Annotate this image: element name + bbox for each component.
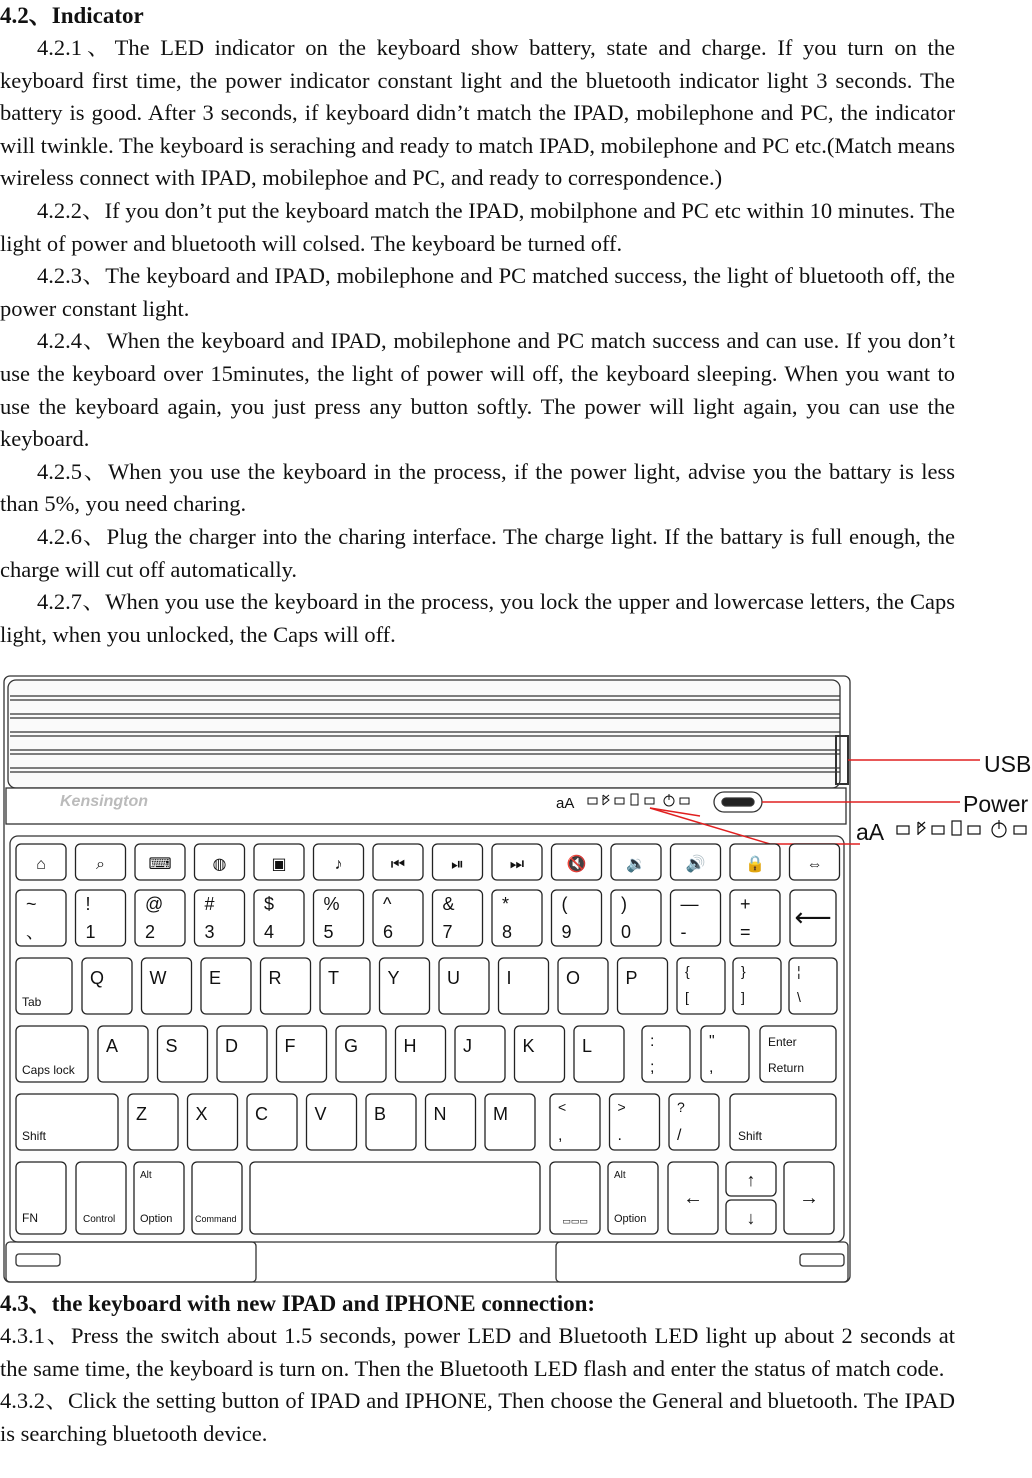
- num-key-8: [492, 890, 542, 946]
- num-key-top-12: +: [740, 894, 751, 914]
- letter-E: E: [209, 968, 222, 988]
- next-track-icon: ⏭: [509, 856, 525, 873]
- para-4-2-6: 4.2.6、Plug the charger into the charing interface. The charge light. If the battary is full enough, the charge will cut off automatically.: [0, 523, 955, 582]
- para-4-2-5: 4.2.5、When you use the keyboard in the process, if the power light, advise you the battary is less than 5%, you need charing.: [0, 458, 955, 517]
- play-pause-icon: ⏯: [451, 856, 464, 873]
- letter-V: V: [314, 1104, 327, 1124]
- keyboard-diagram: [0, 674, 1032, 1286]
- num-key-top-2: @: [145, 894, 164, 914]
- sym-top-r2-2: ¦: [797, 963, 801, 979]
- letter-I: I: [506, 968, 512, 988]
- letter-H: H: [403, 1036, 417, 1056]
- section-4-3-heading: 4.3、the keyboard with new IPAD and IPHONE connection:: [0, 1291, 596, 1316]
- letter-S: S: [165, 1036, 178, 1056]
- home-icon: ⌂: [36, 856, 46, 873]
- letter-X: X: [195, 1104, 208, 1124]
- num-key-bottom-12: =: [740, 922, 751, 942]
- num-key-bottom-1: 1: [85, 922, 96, 942]
- num-key-4: [254, 890, 304, 946]
- sym-bottom-r3-0: ;: [650, 1059, 655, 1076]
- space-key: [250, 1162, 540, 1234]
- indicator-callout: [856, 819, 1026, 845]
- alt-left-label: Alt: [140, 1170, 152, 1181]
- letter-C: C: [255, 1104, 268, 1124]
- num-key-bottom-9: 9: [561, 922, 572, 942]
- brand-logo: Kensington: [60, 793, 148, 810]
- down-arrow-icon: ↓: [746, 1208, 756, 1228]
- shift-left-label: Shift: [22, 1129, 47, 1143]
- num-key-12: [730, 890, 780, 946]
- document-bottom: [0, 1288, 955, 1450]
- num-key-bottom-4: 4: [264, 922, 275, 942]
- num-key-top-5: %: [323, 894, 340, 914]
- letter-N: N: [433, 1104, 447, 1124]
- num-key-bottom-6: 6: [383, 922, 394, 942]
- num-key-bottom-8: 8: [502, 922, 513, 942]
- sym-bottom-r4-2: /: [677, 1127, 682, 1144]
- sym-top-r2-1: }: [741, 963, 746, 979]
- sym-top-r2-0: {: [685, 963, 690, 979]
- svg-text:aA: aA: [856, 819, 885, 845]
- letter-L: L: [582, 1036, 593, 1056]
- num-key-top-8: *: [502, 894, 510, 914]
- lock-icon: 🔒: [745, 856, 765, 873]
- num-key-bottom-3: 3: [204, 922, 215, 942]
- sym-bottom-r4-1: .: [617, 1127, 622, 1144]
- letter-F: F: [284, 1036, 296, 1056]
- up-arrow-icon: ↑: [746, 1170, 756, 1190]
- num-key-10: [611, 890, 661, 946]
- num-key-top-9: (: [561, 894, 568, 914]
- sym-top-r4-1: >: [617, 1099, 626, 1115]
- para-4-3-2: 4.3.2、Click the setting button of IPAD and IPHONE, Then choose the General and bluetooth. The IPAD is searching bluetooth device.: [0, 1388, 955, 1446]
- num-key-3: [195, 890, 245, 946]
- volume-up-icon: 🔊: [685, 856, 706, 873]
- letter-A: A: [106, 1036, 119, 1056]
- keyboard-icon: ⌨: [148, 856, 172, 873]
- num-key-top-4: $: [264, 894, 275, 914]
- letter-Y: Y: [387, 968, 400, 988]
- sym-top-r4-2: ?: [677, 1099, 685, 1115]
- mute-icon: 🔇: [566, 856, 587, 873]
- num-key-bottom-2: 2: [145, 922, 156, 942]
- svg-text:aA: aA: [556, 795, 575, 812]
- sym-bottom-r2-2: \: [797, 989, 801, 1005]
- num-key-1: [76, 890, 126, 946]
- para-4-2-3: 4.2.3、The keyboard and IPAD, mobilephone and PC matched success, the light of bluetooth off, the power constant light.: [0, 263, 955, 321]
- sym-bottom-r2-0: [: [685, 989, 689, 1005]
- letter-R: R: [268, 968, 282, 988]
- num-key-bottom-11: -: [680, 922, 687, 942]
- left-arrow-icon: ←: [683, 1187, 703, 1209]
- control-label: Control: [83, 1214, 116, 1225]
- letter-T: T: [328, 968, 339, 988]
- letter-W: W: [149, 968, 167, 988]
- letter-G: G: [344, 1036, 359, 1056]
- para-4-2-1: 4.2.1、The LED indicator on the keyboard show battery, state and charge. If you turn on the keyboard first time, the power indicator constant light and the bluetooth indicator light 3 seconds. The battery is good. After 3 seconds, if keyboard didn’t match the IPAD, mobilephone and PC, the indicator will twinkle. The keyboard is seraching and ready to match IPAD, mobilephone and PC etc.(Match means wireless connect with IPAD, mobilephoe and PC, and ready to correspondence.): [0, 35, 955, 191]
- para-4-2-7: 4.2.7、When you use the keyboard in the process, you lock the upper and lowercase letters, the Caps light, when you unlocked, the Caps will off.: [0, 589, 955, 647]
- num-key-bottom-10: 0: [621, 922, 632, 942]
- letter-J: J: [463, 1036, 472, 1056]
- num-key-top-10: ): [621, 894, 627, 914]
- section-4-2-heading: 4.2、Indicator: [0, 3, 144, 28]
- usb-callout: USB: [984, 751, 1032, 777]
- num-key-top-1: !: [85, 894, 91, 914]
- para-4-2-4: 4.2.4、When the keyboard and IPAD, mobilephone and PC match success and can use. If you don’t use the keyboard over 15minutes, the light of power will off, the keyboard sleeping. When you want to use the keyboard again, you just press any button softly. The power will light again, you can use the keyboard.: [0, 328, 955, 452]
- letter-Z: Z: [136, 1104, 147, 1124]
- caps-label: Caps lock: [22, 1063, 75, 1077]
- document-top: [0, 0, 955, 651]
- num-key-top-6: ^: [383, 894, 392, 914]
- return-label: Return: [768, 1061, 805, 1075]
- sym-top-r4-0: <: [558, 1099, 567, 1115]
- letter-O: O: [566, 968, 581, 988]
- letter-P: P: [625, 968, 638, 988]
- option-left-label: Option: [140, 1213, 173, 1225]
- letter-B: B: [374, 1104, 387, 1124]
- num-key-7: [433, 890, 483, 946]
- para-4-2-2: 4.2.2、If you don’t put the keyboard match the IPAD, mobilphone and PC etc within 10 minutes. The light of power and bluetooth will colsed. The keyboard be turned off.: [0, 197, 955, 256]
- num-key-top-11: —: [680, 894, 699, 914]
- letter-K: K: [522, 1036, 535, 1056]
- letter-M: M: [493, 1104, 508, 1124]
- num-key-top-3: #: [204, 894, 215, 914]
- letter-U: U: [447, 968, 460, 988]
- media-key-icon: ▭▭▭: [562, 1216, 588, 1226]
- sym-bottom-r2-1: ]: [741, 989, 745, 1005]
- para-4-3-1: 4.3.1、Press the switch about 1.5 seconds, power LED and Bluetooth LED light up about 2 seconds at the same time, the keyboard is turn on. Then the Bluetooth LED flash and enter the status of match code.: [0, 1323, 955, 1381]
- num-key-bottom-0: 、: [26, 922, 44, 942]
- tab-label: Tab: [22, 995, 42, 1009]
- globe-icon: ◍: [212, 856, 227, 873]
- mic-icon: ♪: [334, 856, 343, 873]
- search-icon: ⌕: [96, 856, 105, 873]
- prev-track-icon: ⏮: [390, 856, 406, 873]
- option-right-label: Option: [614, 1213, 647, 1225]
- shift-right-label: Shift: [738, 1129, 763, 1143]
- volume-down-icon: 🔉: [626, 856, 646, 873]
- letter-D: D: [225, 1036, 238, 1056]
- backspace-arrow-icon: ⟵: [794, 902, 832, 932]
- sym-top-r3-1: ": [709, 1033, 715, 1050]
- right-arrow-icon: →: [799, 1187, 819, 1209]
- num-key-bottom-7: 7: [442, 922, 453, 942]
- sym-bottom-r3-1: ,: [709, 1059, 714, 1076]
- command-label: Command: [195, 1214, 237, 1224]
- num-key-top-7: &: [442, 894, 455, 914]
- arrows-icon: ⇔: [806, 856, 823, 873]
- num-key-top-0: ~: [26, 894, 37, 914]
- num-key-6: [373, 890, 423, 946]
- alt-right-label: Alt: [614, 1170, 626, 1181]
- contacts-icon: ▣: [271, 856, 287, 873]
- enter-label: Enter: [768, 1035, 797, 1049]
- sym-bottom-r4-0: ,: [558, 1127, 563, 1144]
- sym-top-r3-0: :: [650, 1033, 655, 1050]
- num-key-9: [552, 890, 602, 946]
- fn-label: FN: [22, 1211, 38, 1225]
- letter-Q: Q: [90, 968, 105, 988]
- num-key-bottom-5: 5: [323, 922, 334, 942]
- power-callout: Power: [963, 791, 1029, 817]
